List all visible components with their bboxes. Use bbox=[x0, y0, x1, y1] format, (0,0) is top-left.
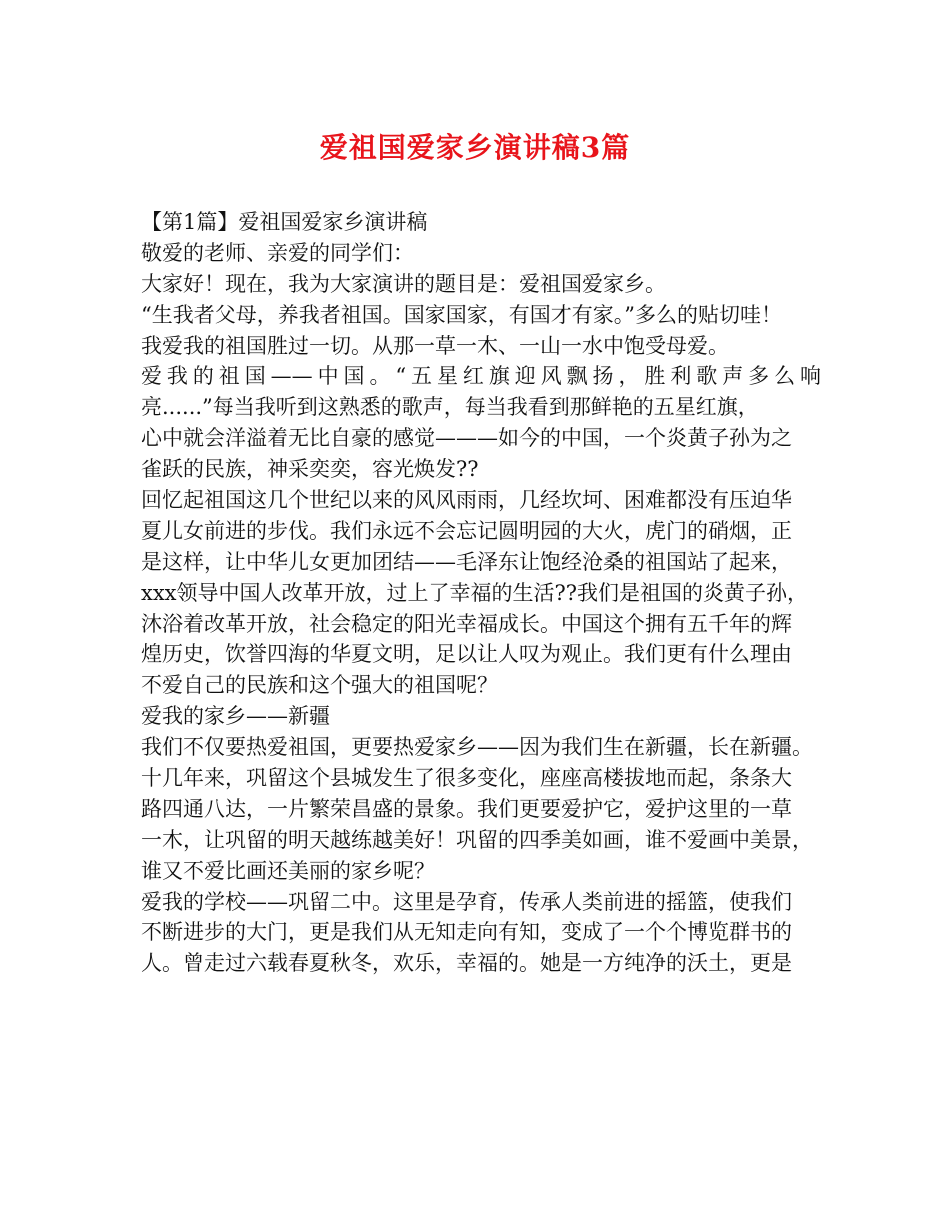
paragraph-line: 十几年来，巩留这个县城发生了很多变化，座座高楼拔地而起，条条大 bbox=[141, 766, 792, 791]
paragraph-line: 煌历史，饮誉四海的华夏文明，足以让人叹为观止。我们更有什么理由 bbox=[141, 642, 792, 667]
paragraph-line: 是这样，让中华儿女更加团结——毛泽东让饱经沧桑的祖国站了起来， bbox=[141, 549, 792, 574]
paragraph-line: 夏儿女前进的步伐。我们永远不会忘记圆明园的大火，虎门的硝烟，正 bbox=[141, 518, 792, 543]
paragraph-line: 大家好！现在，我为大家演讲的题目是：爱祖国爱家乡。 bbox=[141, 271, 666, 296]
paragraph-line: “生我者父母，养我者祖国。国家国家，有国才有家。”多么的贴切哇！ bbox=[141, 302, 782, 327]
section-subheading: 爱我的家乡——新疆 bbox=[141, 704, 330, 729]
paragraph-line: 路四通八达，一片繁荣昌盛的景象。我们更要爱护它，爱护这里的一草 bbox=[141, 796, 792, 821]
document-body bbox=[141, 207, 841, 979]
salutation: 敬爱的老师、亲爱的同学们： bbox=[141, 240, 414, 265]
paragraph-line: 亮......”每当我听到这熟悉的歌声，每当我看到那鲜艳的五星红旗， bbox=[141, 395, 759, 420]
paragraph-line: xxx领导中国人改革开放，过上了幸福的生活??我们是祖国的炎黄子孙， bbox=[141, 580, 809, 605]
paragraph-line: 我们不仅要热爱祖国，更要热爱家乡——因为我们生在新疆，长在新疆。 bbox=[141, 735, 813, 760]
paragraph-line: 爱我的祖国——中国。“五星红旗迎风飘扬，胜利歌声多么响 bbox=[141, 364, 821, 389]
section-heading: 【第1篇】爱祖国爱家乡演讲稿 bbox=[141, 210, 428, 234]
paragraph-line: 不爱自己的民族和这个强大的祖国呢？ bbox=[141, 673, 498, 698]
paragraph-line: 谁又不爱比画还美丽的家乡呢？ bbox=[141, 858, 435, 883]
document-title: 爱祖国爱家乡演讲稿3篇 bbox=[319, 131, 631, 164]
paragraph-line: 沐浴着改革开放，社会稳定的阳光幸福成长。中国这个拥有五千年的辉 bbox=[141, 611, 792, 636]
paragraph-line: 我爱我的祖国胜过一切。从那一草一木、一山一水中饱受母爱。 bbox=[141, 333, 729, 358]
paragraph-line: 人。曾走过六载春夏秋冬，欢乐，幸福的。她是一方纯净的沃土，更是 bbox=[141, 951, 792, 976]
paragraph-line: 爱我的学校——巩留二中。这里是孕育，传承人类前进的摇篮，使我们 bbox=[141, 889, 792, 914]
paragraph-line: 不断进步的大门，更是我们从无知走向有知，变成了一个个博览群书的 bbox=[141, 920, 792, 945]
paragraph-line: 雀跃的民族，神采奕奕，容光焕发?? bbox=[141, 457, 479, 482]
paragraph-line: 回忆起祖国这几个世纪以来的风风雨雨，几经坎坷、困难都没有压迫华 bbox=[141, 488, 792, 513]
paragraph-line: 一木，让巩留的明天越练越美好！巩留的四季美如画，谁不爱画中美景， bbox=[141, 827, 813, 852]
paragraph-line: 心中就会洋溢着无比自豪的感觉———如今的中国，一个炎黄子孙为之 bbox=[141, 426, 792, 451]
